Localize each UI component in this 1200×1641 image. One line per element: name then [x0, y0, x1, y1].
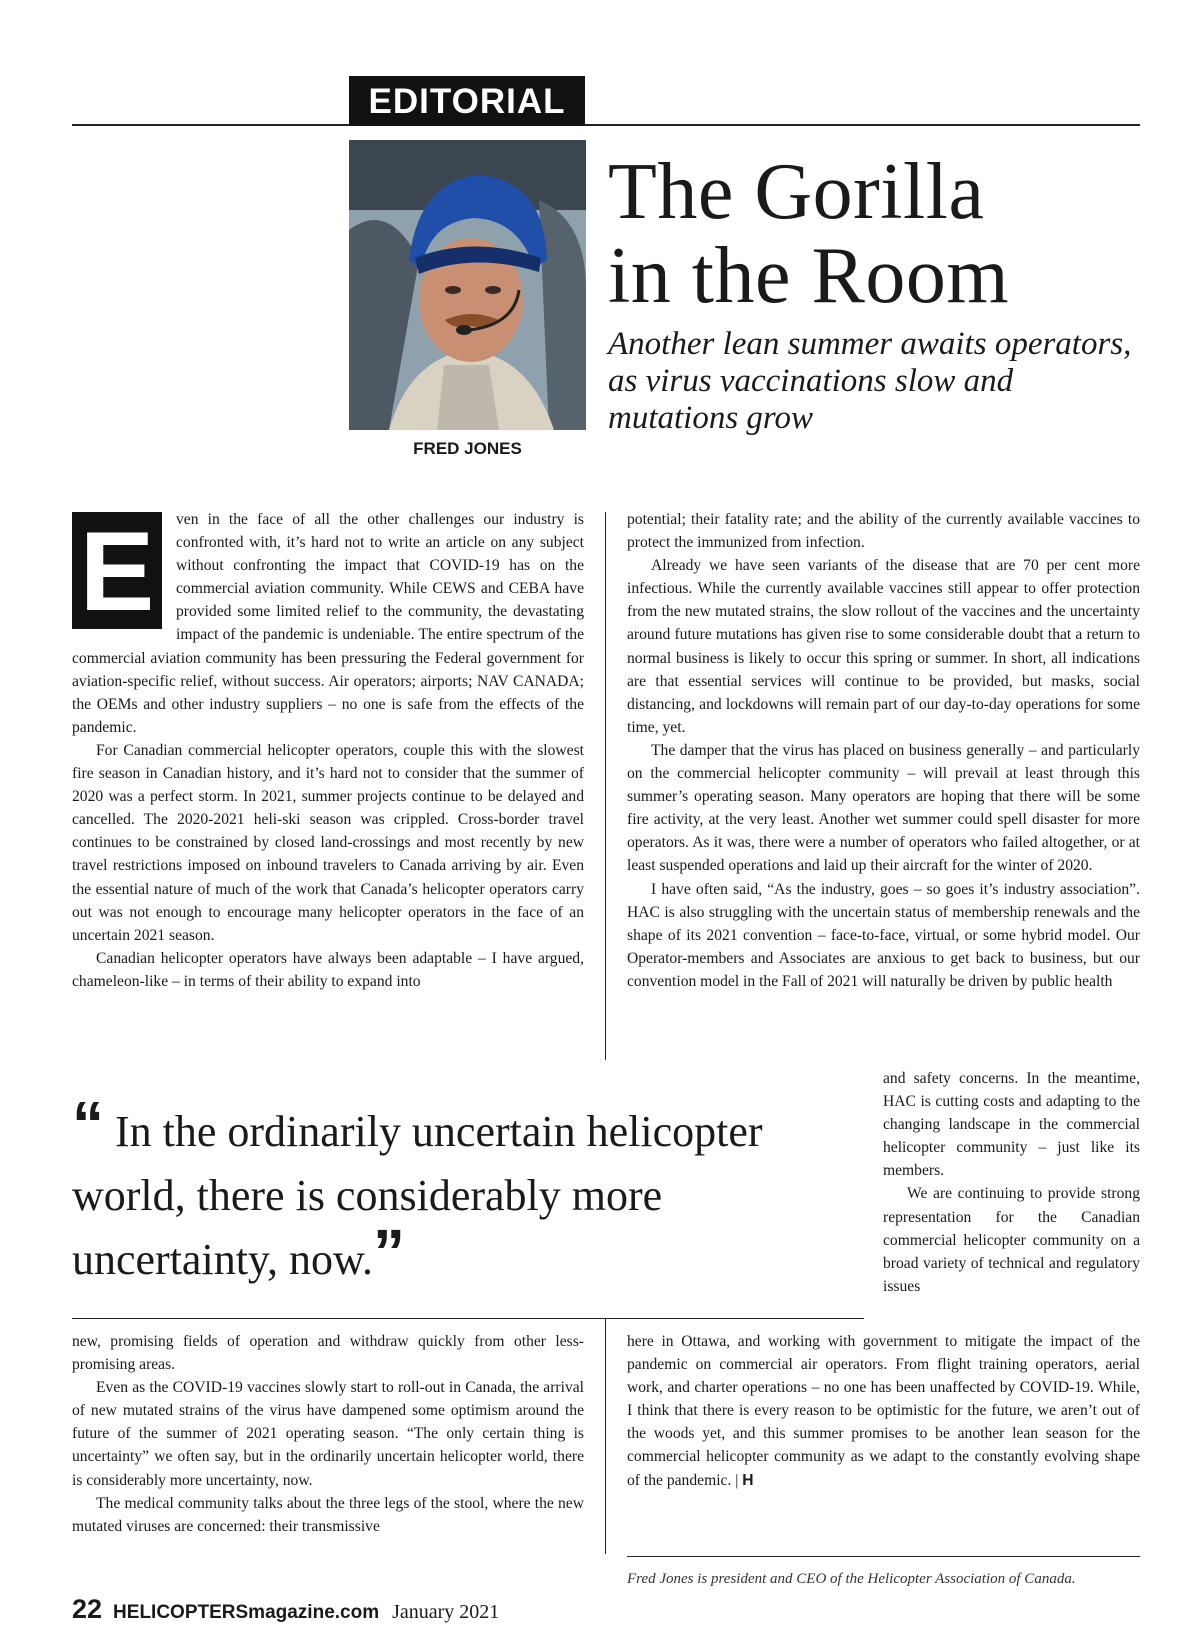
paragraph: For Canadian commercial helicopter operators, couple this with the slowest fire season in Canadian history, and it’s hard not to consider that the summer of 2020 was a perfect storm. In 2021, summer projects continue to be delayed and cancelled. The 2020-2021 heli-ski season was crippled. Cross-border travel continues to be constrained by closed land-crossings and most recently by new travel restrictions imposed on inbound travelers to Canada arriving by air. Even the essential nature of much of the work that Canada’s helicopter operators carry out was not enough to encourage many helicopter operators in the face of an uncertain 2021 season.	[72, 741, 584, 944]
paragraph: We are continuing to provide strong representation for the Canadian commercial helicopter community on a broad variety of technical and regulatory issues	[883, 1185, 1140, 1295]
paragraph-text: ven in the face of all the other challenges our industry is confronted with, it’s hard not to write an article on any subject without confronting the impact that COVID-19 has on the commercial aviation community. While CEWS and CEBA have provided some limited relief to the community, the devastating impact of the pandemic is undeniable. The entire spectrum of the commercial aviation community has been pressuring the Federal government for aviation-specific relief, without success. Air operators; airports; NAV CANADA; the OEMs and other industry suppliers – no one is safe from the effects of the pandemic.	[72, 511, 584, 736]
end-mark-logo: H	[742, 1471, 754, 1489]
author-name: FRED JONES	[413, 439, 522, 458]
close-quote-mark: ”	[372, 1216, 405, 1288]
title-line-2: in the Room	[608, 232, 1010, 320]
pull-quote-rule	[72, 1318, 864, 1319]
column-1-bottom	[72, 1330, 584, 1538]
open-quote-mark: “	[72, 1088, 104, 1160]
column-1-top	[72, 508, 584, 993]
paragraph: new, promising fields of operation and withdraw quickly from other less-promising areas.	[72, 1333, 584, 1374]
magazine-site: HELICOPTERSmagazine.com	[113, 1602, 380, 1623]
column-2-bottom	[627, 1330, 1140, 1492]
paragraph: The medical community talks about the three legs of the stool, where the new mutated viruses are concerned: their transmissive	[72, 1494, 584, 1535]
paragraph-text: here in Ottawa, and working with government to mitigate the impact of the pandemic on commercial air operators. From flight training operators, aerial work, and charter operations – no one has been unaffected by COVID-19. While, I think that there is every reason to be optimistic for the future, we aren’t out of the woods yet, and this summer promises to be another lean season for the commercial helicopter community as we adapt to the constantly evolving shape of the pandemic.	[627, 1333, 1140, 1489]
page-footer	[72, 1594, 499, 1625]
header-rule	[72, 124, 1140, 126]
paragraph: I have often said, “As the industry, goes – so goes it’s industry association”. HAC is also struggling with the uncertain status of membership renewals and the shape of its 2021 convention – face-to-face, virtual, or some hybrid model. Our Operator-members and Associates are anxious to get back to business, but our convention model in the Fall of 2021 will naturally be driven by public health	[627, 880, 1140, 990]
title-line-1: The Gorilla	[608, 148, 985, 236]
paragraph: potential; their fatality rate; and the ability of the currently available vaccines to protect the immunized from infection.	[627, 511, 1140, 552]
opening-paragraph	[72, 508, 584, 739]
column-3-narrow	[883, 1067, 1140, 1298]
paragraph: and safety concerns. In the meantime, HAC is cutting costs and adapting to the changing landscape in the commercial helicopter community – just like its members.	[883, 1070, 1140, 1180]
page-number: 22	[72, 1594, 103, 1624]
article-title	[608, 150, 1148, 318]
author-portrait-image	[349, 140, 586, 430]
drop-cap: E	[72, 512, 162, 629]
paragraph: here in Ottawa, and working with government to mitigate the impact of the pandemic on commercial air operators. From flight training operators, aerial work, and charter operations – no one has been unaffected by COVID-19. While, I think that there is every reason to be optimistic for the future, we aren’t out of the woods yet, and this summer promises to be another lean season for the commercial helicopter community as we adapt to the constantly evolving shape of the pandemic. | H	[627, 1333, 1140, 1489]
column-divider	[605, 512, 606, 1060]
author-bio: Fred Jones is president and CEO of the Helicopter Association of Canada.	[627, 1571, 1076, 1587]
author-photo	[349, 140, 586, 430]
issue-date: January 2021	[392, 1601, 500, 1623]
pull-quote-text: In the ordinarily uncertain helicopter world, there is considerably more uncertainty, now.	[72, 1107, 763, 1284]
pull-quote	[72, 1088, 852, 1292]
paragraph: Even as the COVID-19 vaccines slowly start to roll-out in Canada, the arrival of new mutated strains of the virus have dampened some optimism around the future of the summer of 2021 operating season. “The only certain thing is uncertainty” we often say, but in the ordinarily uncertain helicopter world, there is considerably more uncertainty, now.	[72, 1379, 584, 1489]
paragraph: The damper that the virus has placed on business generally – and particularly on the commercial helicopter community – will prevail at least through this summer’s operating season. Many operators are hoping that there will be some fire activity, at the very least. Another wet summer could spell disaster for more operators. As it was, there were a number of operators who failed altogether, or at least suspended operations and laid up their aircraft for the winter of 2020.	[627, 741, 1140, 875]
paragraph: Canadian helicopter operators have always been adaptable – I have argued, chameleon-like – in terms of their ability to expand into	[72, 949, 584, 990]
column-2-top	[627, 508, 1140, 993]
section-tag: EDITORIAL	[349, 76, 585, 126]
column-divider	[605, 1318, 606, 1554]
article-subtitle: Another lean summer awaits operators, as virus vaccinations slow and mutations grow	[608, 326, 1132, 436]
bio-rule	[627, 1556, 1140, 1557]
paragraph: Already we have seen variants of the disease that are 70 per cent more infectious. While the currently available vaccines still appear to offer protection from the new mutated strains, the slow rollout of the vaccines and the uncertainty around future mutations has given rise to some considerable doubt that a return to normal business is likely to occur this spring or summer. In short, all indications are that essential services will continue to be provided, but masks, social distancing, and lockdowns will remain part of our day-to-day operations for some time, yet.	[627, 557, 1140, 736]
